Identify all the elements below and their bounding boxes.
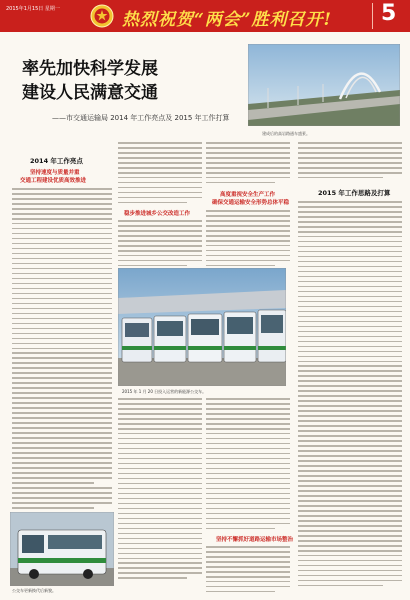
bus-exterior-photo [10,512,114,586]
column-2-top-text [118,142,202,207]
subheading-safety-2: 确保交通运输安全形势总体平稳 [212,200,290,206]
section-heading-2015: 2015 年工作思路及打算 [318,189,391,197]
column-2-bus-text [118,220,202,270]
column-4-top-text [298,142,402,182]
top-photo-caption: 建成后的高岩路通车盛景。 [262,131,310,136]
subheading-market-rectification: 坚持不懈抓好道路运输市场整治 [216,537,294,543]
column-3-safety-text [206,210,290,270]
section-heading-2014: 2014 年工作亮点 [30,157,83,165]
column-3-lower-text [206,398,290,533]
bottom-photo-caption: 公交车更新换代后新貌。 [12,588,56,593]
headline-line-1: 率先加快科学发展 [22,59,158,79]
banner-title: 热烈祝贺“两会”胜利召开! [122,10,333,30]
issue-date: 2015年1月15日 星期一 [6,6,60,12]
subheading-bus-reform: 稳步推进城乡公交改造工作 [124,211,191,217]
mid-photo-caption: 2015 年 1 月 20 日投入运营的新能源公交车。 [122,389,207,394]
subheading-safety-1: 高度重视安全生产工作 [220,192,276,198]
article-subheadline: ——市交通运输局 2014 年工作亮点及 2015 年工作打算 [52,114,230,122]
highway-bridge-photo [248,44,400,126]
column-1-text-block [12,188,112,512]
column-2-lower-text [118,398,202,582]
column-3-top-text [206,142,290,187]
page-number: 5 [381,1,397,26]
national-emblem-icon [90,4,114,28]
subheading-engineering-2: 交通工程建设优质高效推进 [20,178,87,184]
column-4-plan-text [298,201,402,590]
new-energy-bus-photo [118,268,286,386]
subheading-engineering-1: 坚持速度与质量并重 [30,170,80,176]
article-headline [22,57,242,105]
headline-line-2: 建设人民满意交通 [22,83,158,103]
page-banner [0,0,410,32]
column-3-market-text [206,546,290,596]
